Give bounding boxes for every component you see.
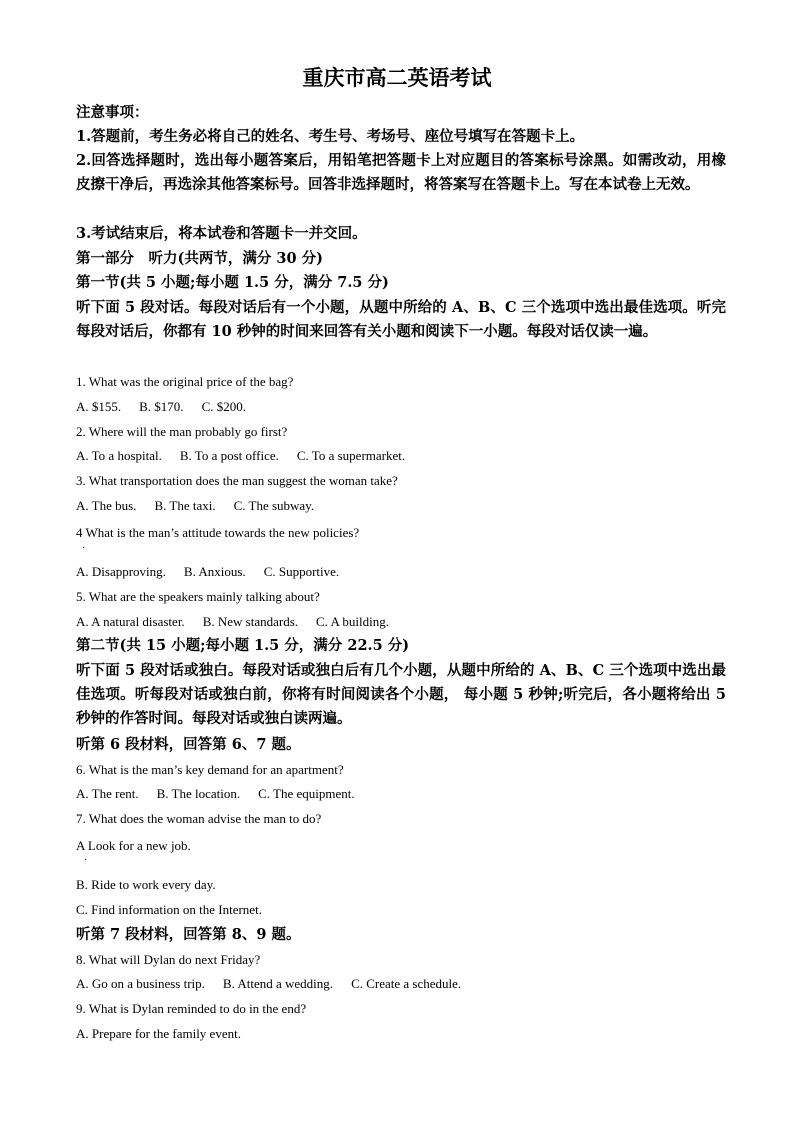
option-c: C. The subway. [233,498,315,513]
question-2-options [76,448,726,464]
option-c: C. To a supermarket. [296,448,406,463]
notice-heading: 注意事项： [76,104,149,121]
part1-heading: 第一部分 听力(共两节，满分 30 分) [76,250,323,267]
option-c: C. A building. [316,614,389,629]
option-b: B. The location. [156,786,241,801]
stray-dot: · [84,855,88,866]
question-5-options [76,614,726,630]
question-7-option-c: C. Find information on the Internet. [76,902,262,917]
notice-item-1: 1.答题前，考生务必将自己的姓名、考生号、考场号、座位号填写在答题卡上。 [76,128,585,145]
section1-instruction: 听下面 5 段对话。每段对话后有一个小题，从题中所给的 A、B、C 三个选项中选出最佳选项。听完每段对话后，你都有 10 秒钟的时间来回答有关小题和阅读下一小题。每段对话仅读一遍。 [76,299,726,340]
option-b: B. $170. [139,399,184,414]
question-1-options [76,399,726,415]
material-7-heading: 听第 7 段材料，回答第 8、9 题。 [76,926,301,943]
option-b: B. Attend a wedding. [222,976,334,991]
section1-heading: 第一节(共 5 小题;每小题 1.5 分，满分 7.5 分) [76,274,389,291]
question-6-options [76,786,726,802]
option-b: B. To a post office. [179,448,279,463]
option-b: B. The taxi. [154,498,216,513]
option-c: C. Create a schedule. [351,976,462,991]
notice-item-2: 2.回答选择题时，选出每小题答案后，用铅笔把答题卡上对应题目的答案标号涂黑。如需改动，用橡皮擦干净后，再选涂其他答案标号。回答非选择题时，将答案写在答题卡上。写在本试卷上无效。 [76,152,726,193]
question-5: 5. What are the speakers mainly talking about? [76,589,320,604]
question-3-options [76,498,726,514]
option-b: B. New standards. [202,614,299,629]
material-6-heading: 听第 6 段材料，回答第 6、7 题。 [76,736,301,753]
exam-title: 重庆市高二英语考试 [302,65,492,90]
option-a: A. The rent. [76,786,139,801]
option-b: B. Anxious. [183,564,246,579]
question-8: 8. What will Dylan do next Friday? [76,952,261,967]
question-7: 7. What does the woman advise the man to do? [76,811,322,826]
question-4-options [76,564,726,580]
section2-instruction: 听下面 5 段对话或独白。每段对话或独白后有几个小题，从题中所给的 A、B、C 三个选项中选出最佳选项。听每段对话或独白前，你将有时间阅读各个小题， 每小题 5 秒钟;听完后，各小题将给出 5 秒钟的作答时间。每段对话或独白读两遍。 [76,662,726,727]
question-3: 3. What transportation does the man suggest the woman take? [76,473,398,488]
option-a: A. Disapproving. [76,564,166,579]
question-6: 6. What is the man’s key demand for an apartment? [76,762,344,777]
stray-dot: · [82,543,86,554]
question-4: 4 What is the man’s attitude towards the new policies? [76,525,360,540]
question-9-option-a: A. Prepare for the family event. [76,1026,241,1041]
option-a: A. The bus. [76,498,137,513]
question-1: 1. What was the original price of the bag? [76,374,294,389]
option-a: A. A natural disaster. [76,614,185,629]
option-a: A. Go on a business trip. [76,976,205,991]
option-a: A. $155. [76,399,122,414]
option-a: A. To a hospital. [76,448,162,463]
question-7-option-b: B. Ride to work every day. [76,877,216,892]
question-7-option-a: A Look for a new job. [76,838,191,853]
notice-item-3: 3.考试结束后，将本试卷和答题卡一并交回。 [76,225,367,242]
option-c: C. The equipment. [258,786,355,801]
option-c: C. $200. [201,399,246,414]
question-9: 9. What is Dylan reminded to do in the end? [76,1001,307,1016]
option-c: C. Supportive. [263,564,340,579]
question-8-options [76,976,726,992]
section2-heading: 第二节(共 15 小题;每小题 1.5 分，满分 22.5 分) [76,637,410,654]
question-2: 2. Where will the man probably go first? [76,424,288,439]
